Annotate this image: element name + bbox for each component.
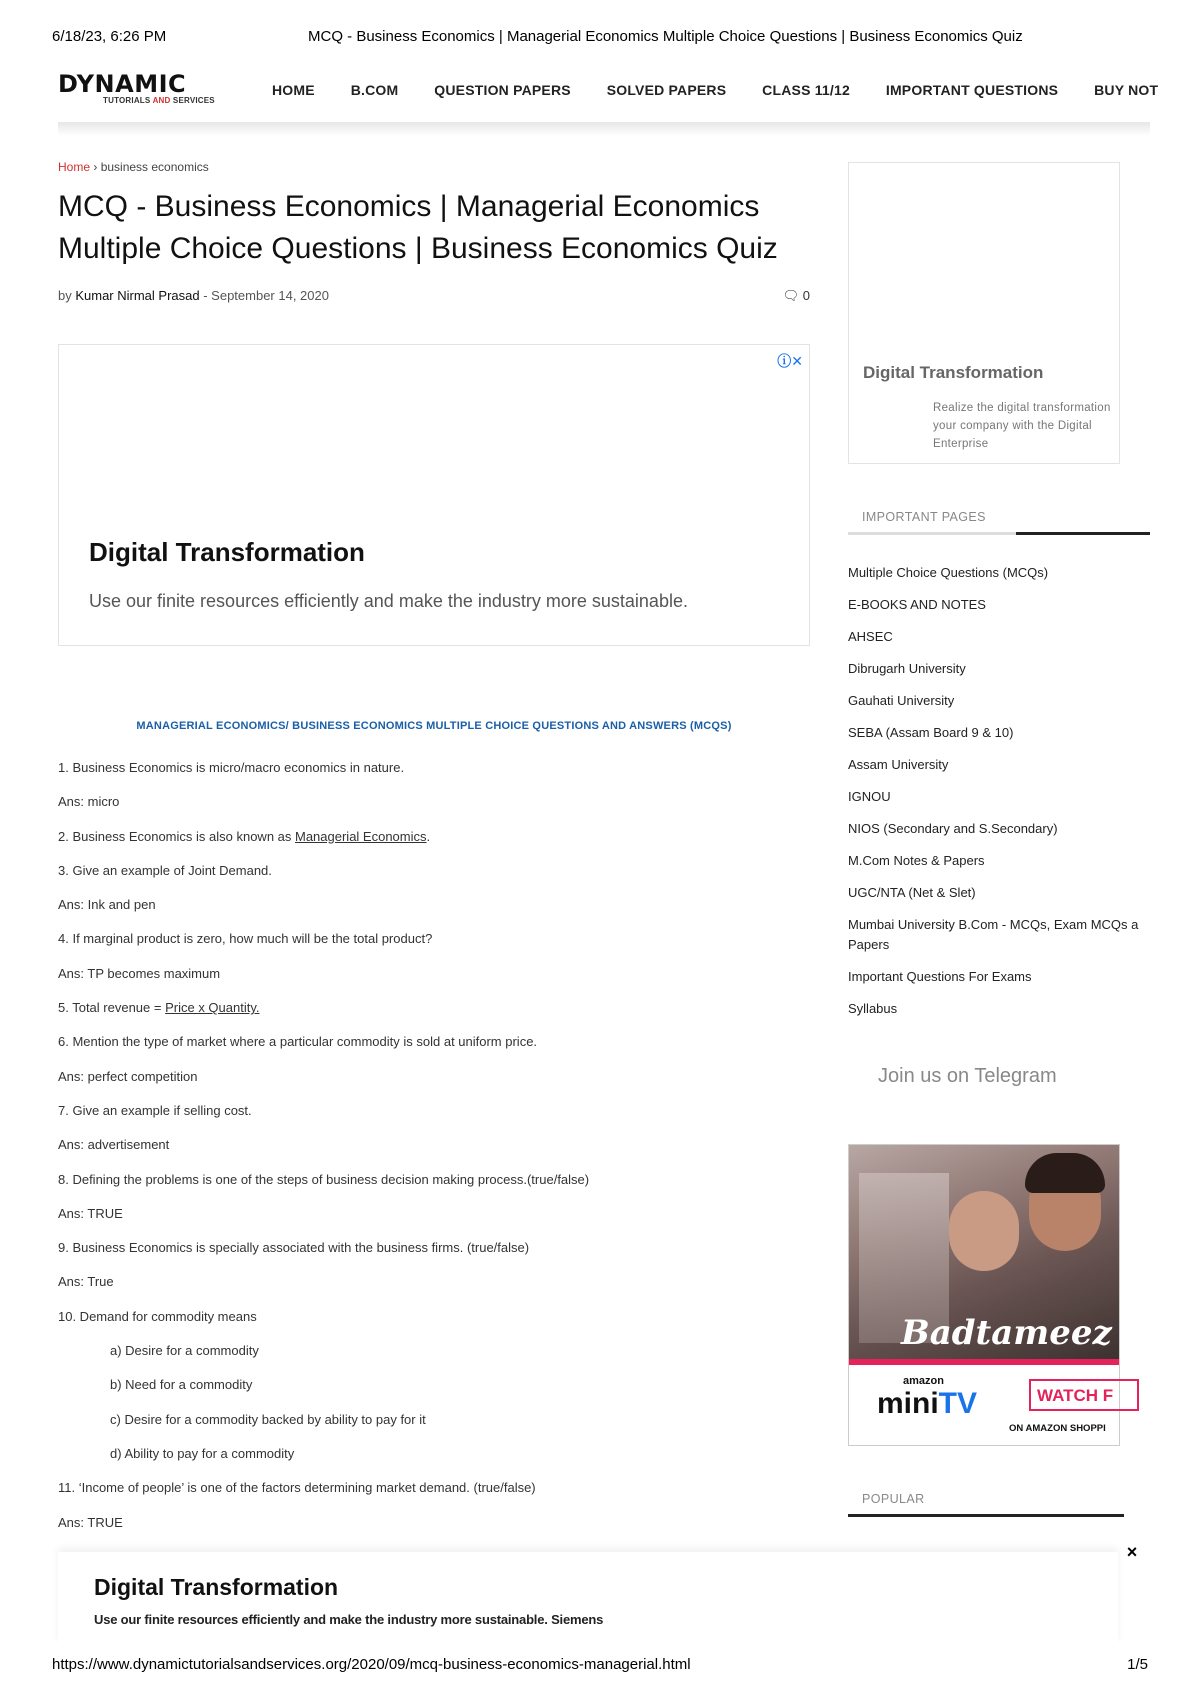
- author-link[interactable]: Kumar Nirmal Prasad: [75, 288, 200, 303]
- minitv-logo: [877, 1387, 977, 1421]
- question-4: 4. If marginal product is zero, how much will be the total product?: [58, 931, 433, 947]
- important-page-link[interactable]: Important Questions For Exams: [848, 969, 1032, 984]
- answer-9: Ans: True: [58, 1274, 114, 1290]
- watch-button[interactable]: WATCH F: [1029, 1379, 1139, 1411]
- nav-solved-papers[interactable]: SOLVED PAPERS: [606, 82, 727, 98]
- option-a: a) Desire for a commodity: [110, 1343, 259, 1359]
- movie-ad-band: [849, 1359, 1119, 1365]
- print-date: 6/18/23, 6:26 PM: [52, 28, 167, 45]
- important-page-link[interactable]: Multiple Choice Questions (MCQs): [848, 565, 1049, 580]
- breadcrumb: [58, 160, 810, 174]
- answer-1: Ans: micro: [58, 794, 120, 810]
- important-page-link[interactable]: Dibrugarh University: [848, 661, 966, 676]
- poster-actress: [949, 1191, 1019, 1271]
- price-quantity-link[interactable]: Price x Quantity.: [165, 1000, 260, 1016]
- breadcrumb-home[interactable]: Home: [58, 160, 91, 174]
- question-1: 1. Business Economics is micro/macro economics in nature.: [58, 760, 405, 775]
- page-title: MCQ - Business Economics | Managerial Economics Multiple Choice Questions | Business Economics Quiz: [58, 190, 778, 265]
- important-page-link[interactable]: NIOS (Secondary and S.Secondary): [848, 821, 1058, 836]
- logo-text: DYNAMIC: [58, 70, 187, 98]
- answer-7: Ans: advertisement: [58, 1137, 170, 1153]
- byline: [58, 288, 810, 306]
- important-page-link[interactable]: E-BOOKS AND NOTES: [848, 597, 986, 612]
- sticky-bottom-ad[interactable]: [58, 1542, 1138, 1644]
- question-2: [58, 828, 810, 862]
- print-page-number: 1/5: [1127, 1656, 1148, 1673]
- minitv-mini: mini: [877, 1387, 939, 1420]
- important-pages-title: IMPORTANT PAGES: [862, 510, 986, 524]
- managerial-economics-link[interactable]: Managerial Economics: [295, 828, 427, 844]
- important-page-link[interactable]: UGC/NTA (Net & Slet): [848, 885, 976, 900]
- sticky-ad-text: Use our finite resources efficiently and make the industry more sustainable. Siemens: [94, 1612, 604, 1627]
- nav-buy-notes[interactable]: BUY NOT: [1094, 82, 1159, 98]
- question-2-end: .: [426, 828, 431, 844]
- nav-important-questions[interactable]: IMPORTANT QUESTIONS: [885, 82, 1059, 98]
- question-5-text: 5. Total revenue =: [58, 1000, 166, 1016]
- answer-6: Ans: perfect competition: [58, 1068, 198, 1084]
- telegram-link[interactable]: Join us on Telegram: [878, 1065, 1057, 1087]
- close-icon[interactable]: ×: [1126, 1542, 1138, 1562]
- option-b: b) Need for a commodity: [110, 1377, 253, 1393]
- important-page-link[interactable]: SEBA (Assam Board 9 & 10): [848, 725, 1014, 740]
- option-c: c) Desire for a commodity backed by ability to pay for it: [110, 1411, 426, 1427]
- comment-count[interactable]: [783, 288, 810, 304]
- logo-subtext: [103, 96, 228, 105]
- important-page-link[interactable]: Assam University: [848, 757, 949, 772]
- print-url: https://www.dynamictutorialsandservices.org/2020/09/mcq-business-economics-managerial.html: [52, 1656, 691, 1673]
- question-11: 11. ‘Income of people’ is one of the factors determining market demand. (true/false): [58, 1480, 536, 1496]
- ad-info-close-icon[interactable]: ⓘ✕: [777, 353, 803, 369]
- ad-text: Use our finite resources efficiently and make the industry more sustainable.: [89, 591, 688, 611]
- byline-by: by: [58, 288, 76, 303]
- important-page-link[interactable]: AHSEC: [848, 629, 893, 644]
- important-page-link[interactable]: Mumbai University B.Com - MCQs, Exam MCQs a Papers: [848, 917, 1139, 952]
- important-page-link[interactable]: Syllabus: [848, 1001, 898, 1016]
- question-8: 8. Defining the problems is one of the steps of business decision making process.(true/false): [58, 1171, 590, 1187]
- important-page-link[interactable]: Gauhati University: [848, 693, 955, 708]
- question-list: [58, 759, 810, 1548]
- question-9: 9. Business Economics is specially associated with the business firms. (true/false): [58, 1240, 530, 1256]
- sidebar-ad[interactable]: [848, 162, 1120, 464]
- main-nav: [272, 82, 1190, 98]
- question-6: 6. Mention the type of market where a particular commodity is sold at uniform price.: [58, 1034, 538, 1050]
- sidebar: [848, 162, 1154, 1517]
- sidebar-ad-title: Digital Transformation: [863, 363, 1044, 382]
- question-5: [58, 999, 810, 1033]
- important-pages-list: [848, 563, 1150, 1019]
- breadcrumb-current[interactable]: business economics: [100, 160, 209, 174]
- minitv-tv: TV: [938, 1387, 978, 1420]
- nav-home[interactable]: HOME: [272, 82, 315, 98]
- sidebar-ad-text: Realize the digital transformation your company with the Digital Enterprise: [933, 402, 1111, 450]
- sticky-ad-title: Digital Transformation: [94, 1574, 339, 1600]
- question-3: 3. Give an example of Joint Demand.: [58, 862, 272, 878]
- nav-class-11-12[interactable]: CLASS 11/12: [762, 82, 850, 98]
- amazon-shopping-text: ON AMAZON SHOPPI: [1009, 1423, 1106, 1434]
- answer-3: Ans: Ink and pen: [58, 897, 156, 913]
- amazon-brand: amazon: [903, 1375, 944, 1387]
- movie-title: Badtameez D: [901, 1313, 1154, 1353]
- important-pages-divider: [848, 532, 1150, 535]
- question-2-text: 2. Business Economics is also known as: [58, 828, 295, 844]
- movie-ad[interactable]: [848, 1144, 1154, 1446]
- question-10: 10. Demand for commodity means: [58, 1308, 257, 1324]
- popular-title: POPULAR: [862, 1492, 925, 1506]
- ad-title: Digital Transformation: [89, 537, 365, 567]
- site-header: [58, 60, 1159, 122]
- logo-sub-b: SERVICES: [170, 96, 215, 105]
- important-page-link[interactable]: M.Com Notes & Papers: [848, 853, 985, 868]
- print-footer: [52, 1656, 1148, 1676]
- nav-bcom[interactable]: B.COM: [350, 82, 399, 98]
- important-page-link[interactable]: IGNOU: [848, 789, 891, 804]
- print-header: [52, 28, 1148, 48]
- answer-11: Ans: TRUE: [58, 1514, 123, 1530]
- site-logo[interactable]: [58, 72, 228, 105]
- header-shadow: [58, 122, 1150, 136]
- section-heading: MANAGERIAL ECONOMICS/ BUSINESS ECONOMICS MULTIPLE CHOICE QUESTIONS AND ANSWERS (MCQS): [136, 720, 732, 732]
- logo-sub-and: AND: [152, 96, 171, 105]
- answer-4: Ans: TP becomes maximum: [58, 965, 221, 981]
- logo-sub-a: TUTORIALS: [103, 96, 153, 105]
- comment-icon: 🗨: [782, 288, 803, 303]
- print-title: MCQ - Business Economics | Managerial Economics Multiple Choice Questions | Business Economics Quiz: [308, 28, 1023, 45]
- answer-8: Ans: TRUE: [58, 1205, 123, 1221]
- main-content: [58, 160, 810, 1530]
- main-ad[interactable]: [58, 344, 810, 646]
- comment-count-value: 0: [802, 288, 810, 303]
- nav-question-papers[interactable]: QUESTION PAPERS: [434, 82, 571, 98]
- breadcrumb-separator: ›: [90, 160, 101, 174]
- post-date: - September 14, 2020: [199, 288, 329, 303]
- question-7: 7. Give an example if selling cost.: [58, 1102, 252, 1118]
- popular-divider: [848, 1514, 1124, 1517]
- option-d: d) Ability to pay for a commodity: [110, 1445, 295, 1461]
